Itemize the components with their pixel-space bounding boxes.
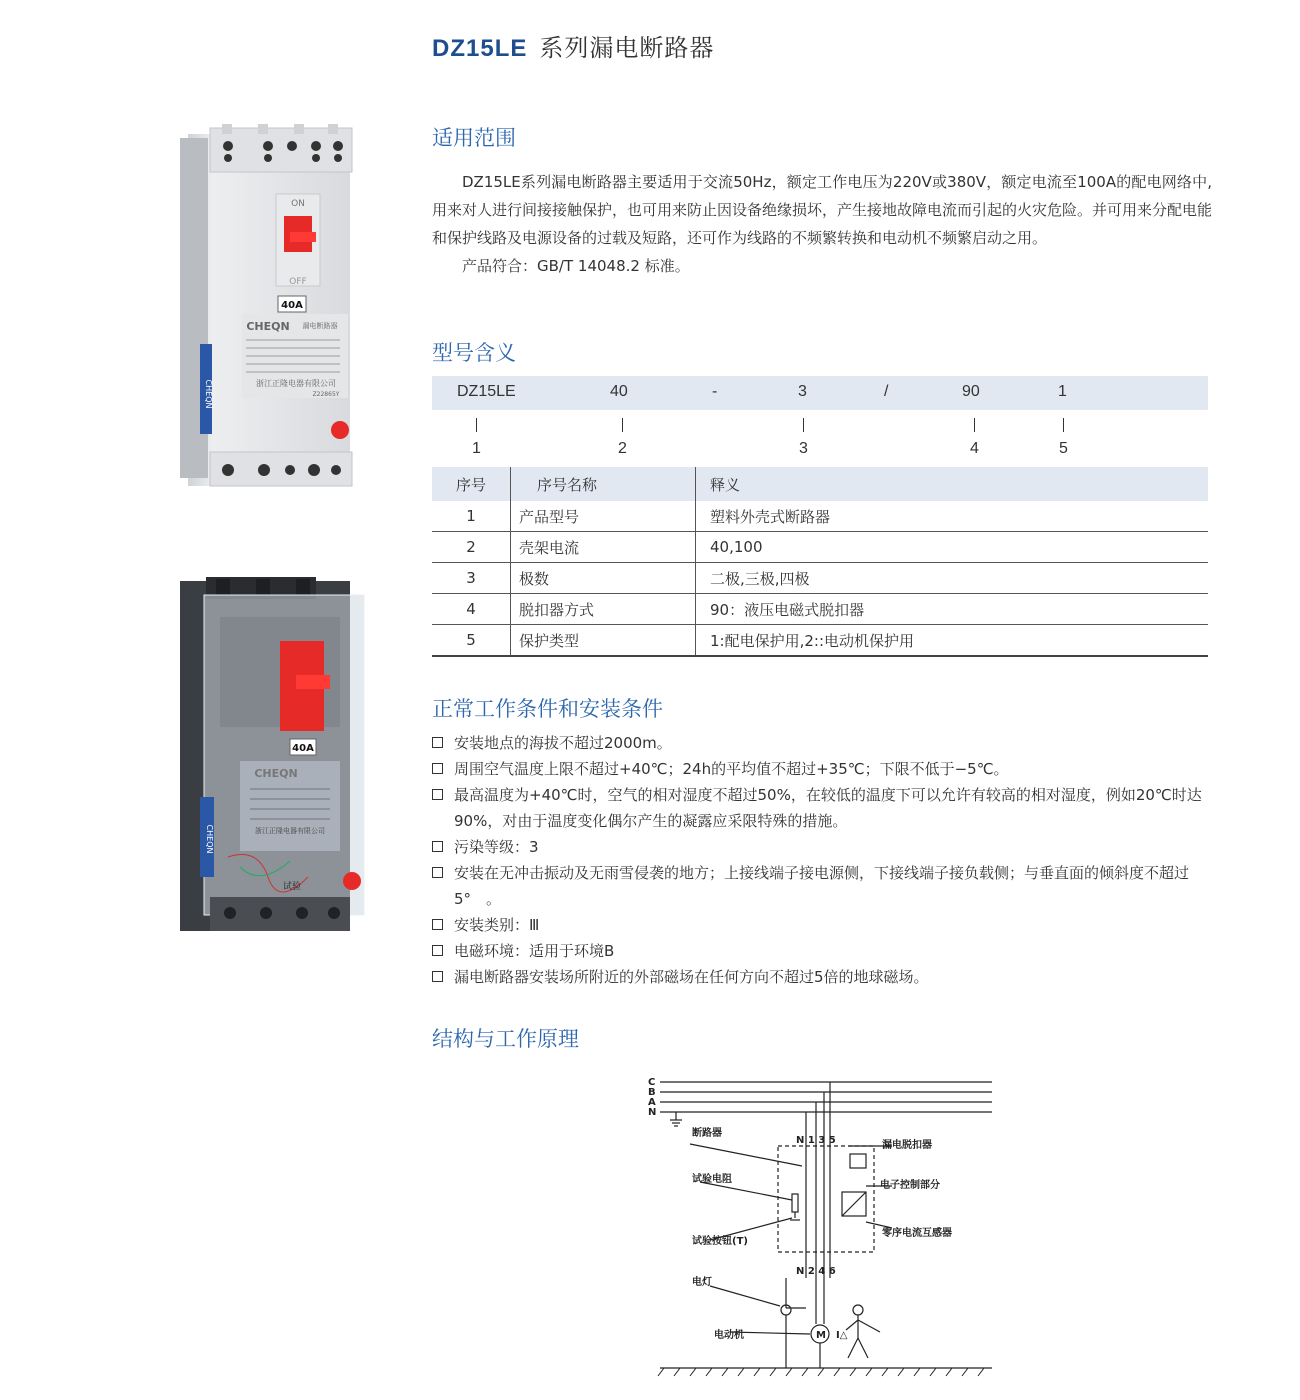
- label-breaker: 断路器: [692, 1128, 722, 1139]
- table-cell: 1:配电保护用,2::电动机保护用: [696, 625, 1209, 657]
- scope-paragraph: DZ15LE系列漏电断路器主要适用于交流50Hz，额定工作电压为220V或380V，额定电流至100A的配电网络中,用来对人进行间接接触保护，也可用来防止因设备绝缘损坏，产生接地故障电流而引起的火灾危险。并可用来分配电能和保护线路及电源设备的过载及短路，还可作为线路的不频繁转换和电动机不频繁启动之用。: [432, 173, 1213, 247]
- breaker-front-image: [180, 124, 365, 492]
- section-heading-conditions: 正常工作条件和安装条件: [432, 697, 663, 721]
- code-part: 1: [1058, 383, 1067, 400]
- table-row: [432, 532, 1208, 563]
- list-item: 电磁环境：适用于环境B: [432, 938, 1212, 964]
- table-cell: 二极,三极,四极: [696, 563, 1209, 594]
- label-motor: 电动机: [714, 1330, 744, 1341]
- svg-text:CHEQN: CHEQN: [204, 379, 213, 409]
- list-item: 安装类别：Ⅲ: [432, 912, 1212, 938]
- table-cell: 壳架电流: [511, 532, 696, 563]
- code-tick: [1063, 418, 1064, 432]
- svg-text:浙江正隆电器有限公司: 浙江正隆电器有限公司: [256, 379, 336, 388]
- table-header-row: [432, 467, 1208, 501]
- section-heading-structure: 结构与工作原理: [432, 1027, 579, 1051]
- breaker-transparent-image: [180, 577, 365, 935]
- current-symbol: I△: [836, 1330, 848, 1341]
- page-title: [432, 28, 714, 63]
- code-tick: [974, 418, 975, 432]
- table-row: [432, 594, 1208, 625]
- table-row: [432, 625, 1208, 657]
- label-lamp: 电灯: [692, 1277, 712, 1288]
- list-item: 安装地点的海拔不超过2000m。: [432, 730, 1212, 756]
- phase-label: C: [648, 1077, 656, 1088]
- terminal-label-top: N 1 3 5: [796, 1135, 836, 1146]
- section-heading-scope: 适用范围: [432, 126, 516, 150]
- column-header: 序号名称: [511, 467, 696, 501]
- code-part: 90: [962, 383, 980, 400]
- svg-text:漏电断路器: 漏电断路器: [302, 322, 338, 330]
- table-cell: 产品型号: [511, 501, 696, 532]
- checkbox-square-icon: [432, 789, 443, 800]
- code-tick: [622, 418, 623, 432]
- scope-standard: 产品符合：GB/T 14048.2 标准。: [462, 257, 690, 275]
- model-code-bar: [432, 376, 1208, 410]
- svg-text:40A: 40A: [292, 743, 314, 754]
- table-cell: 90：液压电磁式脱扣器: [696, 594, 1209, 625]
- svg-text:40A: 40A: [281, 300, 303, 311]
- phase-label: A: [648, 1097, 656, 1108]
- label-test-button: 试验按钮(T): [692, 1236, 748, 1247]
- svg-text:浙江正隆电器有限公司: 浙江正隆电器有限公司: [255, 827, 325, 835]
- checkbox-square-icon: [432, 945, 443, 956]
- svg-text:CHEQN: CHEQN: [205, 824, 214, 854]
- svg-text:CHEQN: CHEQN: [254, 767, 298, 780]
- code-number: 5: [1059, 440, 1068, 457]
- table-cell: 5: [432, 625, 511, 657]
- table-cell: 塑料外壳式断路器: [696, 501, 1209, 532]
- motor-symbol: M: [816, 1330, 826, 1341]
- code-number: 3: [799, 440, 808, 457]
- table-cell: 3: [432, 563, 511, 594]
- column-header: 序号: [432, 467, 511, 501]
- table-cell: 脱扣器方式: [511, 594, 696, 625]
- checkbox-square-icon: [432, 867, 443, 878]
- title-name: 系列漏电断路器: [539, 34, 715, 62]
- conditions-list: [432, 730, 1212, 990]
- code-part: DZ15LE: [457, 383, 516, 400]
- model-definition-table: [432, 467, 1208, 657]
- label-electronic-control: 电子控制部分: [880, 1180, 940, 1191]
- label-test-resistor: 试验电阻: [692, 1174, 732, 1185]
- list-item: 安装在无冲击振动及无雨雪侵袭的地方；上接线端子接电源侧，下接线端子接负载侧；与垂直面的倾斜度不超过5° 。: [432, 860, 1212, 912]
- code-tick: [476, 418, 477, 432]
- wiring-diagram: [630, 1068, 1000, 1378]
- svg-text:试验: 试验: [282, 882, 302, 892]
- code-number: 2: [618, 440, 627, 457]
- svg-text:CHEQN: CHEQN: [246, 320, 290, 333]
- title-model: DZ15LE: [432, 35, 528, 62]
- label-leak-release: 漏电脱扣器: [882, 1140, 932, 1151]
- code-part: 40: [610, 383, 628, 400]
- table-cell: 1: [432, 501, 511, 532]
- scope-text: [432, 168, 1212, 280]
- label-zero-seq-ct: 零序电流互感器: [882, 1228, 952, 1239]
- phase-label: B: [648, 1087, 656, 1098]
- checkbox-square-icon: [432, 737, 443, 748]
- svg-text:OFF: OFF: [289, 277, 307, 287]
- table-cell: 保护类型: [511, 625, 696, 657]
- table-cell: 2: [432, 532, 511, 563]
- section-heading-model: 型号含义: [432, 341, 516, 365]
- checkbox-square-icon: [432, 919, 443, 930]
- list-item: 周围空气温度上限不超过+40℃；24h的平均值不超过+35℃；下限不低于−5℃。: [432, 756, 1212, 782]
- code-tick: [803, 418, 804, 432]
- phase-label: N: [648, 1107, 657, 1118]
- code-part: /: [884, 383, 889, 400]
- list-item: 漏电断路器安装场所附近的外部磁场在任何方向不超过5倍的地球磁场。: [432, 964, 1212, 990]
- code-part: -: [712, 383, 718, 400]
- terminal-label-bottom: N 2 4 6: [796, 1266, 836, 1277]
- table-row: [432, 563, 1208, 594]
- checkbox-square-icon: [432, 841, 443, 852]
- column-header: 释义: [696, 467, 1209, 501]
- table-cell: 4: [432, 594, 511, 625]
- svg-text:ON: ON: [291, 199, 305, 209]
- svg-text:Z22865Y: Z22865Y: [312, 391, 340, 398]
- code-number: 4: [970, 440, 979, 457]
- table-cell: 40,100: [696, 532, 1209, 563]
- checkbox-square-icon: [432, 971, 443, 982]
- code-part: 3: [798, 383, 807, 400]
- checkbox-square-icon: [432, 763, 443, 774]
- list-item: 最高温度为+40℃时，空气的相对湿度不超过50%，在较低的温度下可以允许有较高的相对湿度，例如20℃时达90%，对由于温度变化偶尔产生的凝露应采限特殊的措施。: [432, 782, 1212, 834]
- list-item: 污染等级：3: [432, 834, 1212, 860]
- table-cell: 极数: [511, 563, 696, 594]
- code-number: 1: [472, 440, 481, 457]
- table-row: [432, 501, 1208, 532]
